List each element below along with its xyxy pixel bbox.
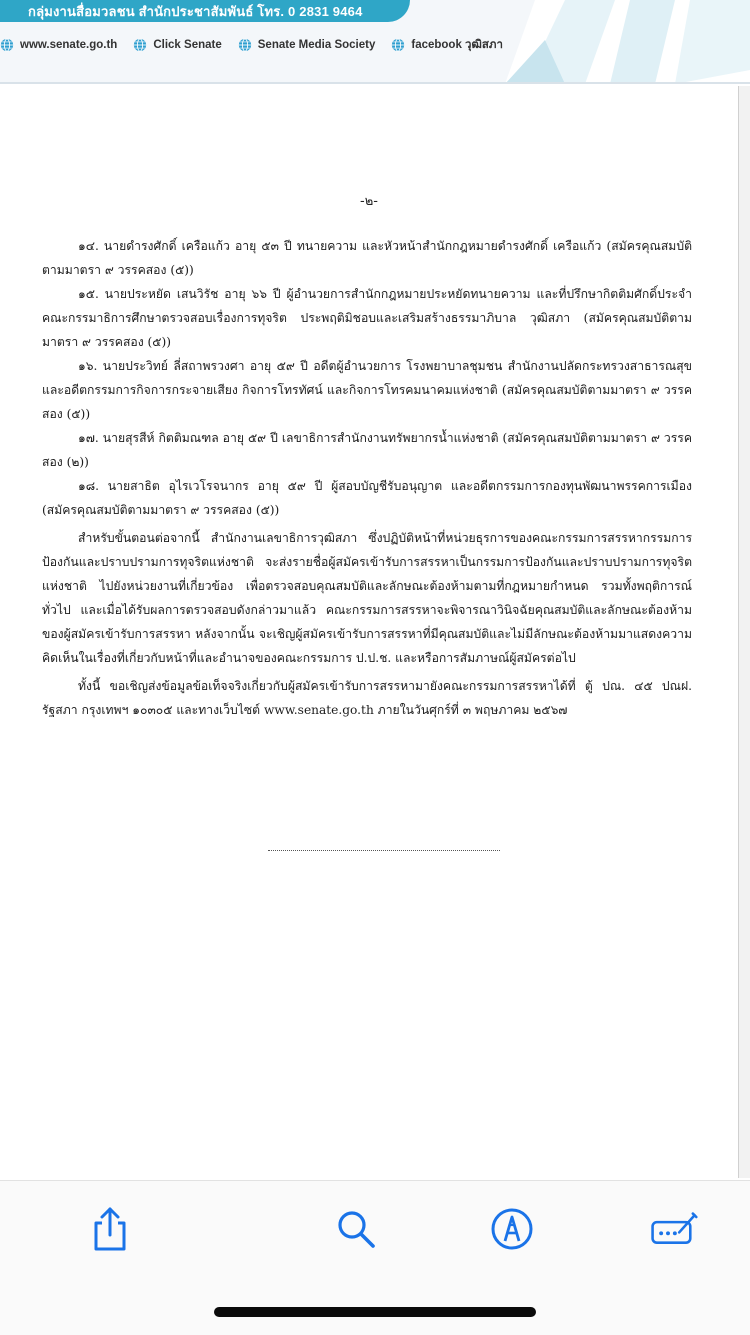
- banner-links: [0, 36, 519, 54]
- signature-icon: [650, 1207, 698, 1251]
- letterhead-banner: [0, 0, 750, 84]
- globe-icon: [133, 38, 147, 52]
- link-senate-media-society[interactable]: [238, 38, 376, 52]
- link-facebook-senate[interactable]: [391, 36, 503, 54]
- signature-button[interactable]: [650, 1205, 698, 1253]
- paragraph-16: ๑๖. นายประวิทย์ ลี่สถาพรวงศา อายุ ๕๙ ปี อดีตผู้อำนวยการ โรงพยาบาลชุมชน สำนักงานปลัดกระทรวงสาธารณสุข และอดีตกรรมการกิจการกระจายเสียง กิจการโทรทัศน์ และกิจการโทรคมนาคมแห่งชาติ (สมัครคุณสมบัติตามมาตรา ๙ วรรคสอง (๕)): [42, 359, 692, 421]
- paragraph-next-steps: สำหรับขั้นตอนต่อจากนี้ สำนักงานเลขาธิการวุฒิสภา ซึ่งปฏิบัติหน้าที่หน่วยธุรการของคณะกรรมการสรรหากรรมการป้องกันและปราบปรามการทุจริตแห่งชาติ จะส่งรายชื่อผู้สมัครเข้ารับการสรรหาเป็นกรรมการป้องกันและปราบปรามการทุจริตแห่งชาติ ไปยังหน่วยงานที่เกี่ยวข้อง เพื่อตรวจสอบคุณสมบัติและลักษณะต้องห้ามตามที่กฎหมายกำหนด รวมทั้งพฤติการณ์ทั่วไป และเมื่อได้รับผลการตรวจสอบดังกล่าวมาแล้ว คณะกรรมการสรรหาจะพิจารณาวินิจฉัยคุณสมบัติและลักษณะต้องห้ามของผู้สมัครเข้ารับการสรรหา หลังจากนั้น จะเชิญผู้สมัครเข้ารับการสรรหาที่มีคุณสมบัติและไม่มีลักษณะต้องห้ามมาแสดงความคิดเห็นในเรื่องที่เกี่ยวกับหน้าที่และอำนาจของคณะกรรมการ ป.ป.ช. และหรือการสัมภาษณ์ผู้สมัครต่อไป: [42, 531, 692, 665]
- document-body: [42, 234, 692, 722]
- search-button[interactable]: [332, 1205, 380, 1253]
- paragraph-15: ๑๕. นายประหยัด เสนวิรัช อายุ ๖๖ ปี ผู้อำนวยการสำนักกฎหมายประหยัดทนายความ และที่ปรึกษากิตติมศักดิ์ประจำคณะกรรมาธิการศึกษาตรวจสอบเรื่องการทุจริต ประพฤติมิชอบและเสริมสร้างธรรมาภิบาล วุฒิสภา (สมัครคุณสมบัติตามมาตรา ๙ วรรคสอง (๕)): [42, 287, 692, 349]
- share-button[interactable]: [86, 1205, 134, 1253]
- search-icon: [334, 1207, 378, 1251]
- paragraph-submission: ทั้งนี้ ขอเชิญส่งข้อมูลข้อเท็จจริงเกี่ยวกับผู้สมัครเข้ารับการสรรหามายังคณะกรรมการสรรหาได้ที่ ตู้ ปณ. ๔๕ ปณฝ. รัฐสภา กรุงเทพฯ ๑๐๓๐๕ และทางเว็บไซต์ www.senate.go.th ภายในวันศุกร์ที่ ๓ พฤษภาคม ๒๕๖๗: [42, 679, 692, 717]
- link-label: Senate Media Society: [257, 39, 376, 51]
- page-number: -๒-: [360, 194, 378, 209]
- paragraph-14: ๑๔. นายดำรงศักดิ์ เครือแก้ว อายุ ๕๓ ปี ทนายความ และหัวหน้าสำนักกฎหมายดำรงศักดิ์ เครือแก้ว (สมัครคุณสมบัติตามมาตรา ๙ วรรคสอง (๕)): [42, 239, 692, 277]
- paragraph-18: ๑๘. นายสาธิต อุไรเวโรจนากร อายุ ๕๙ ปี ผู้สอบบัญชีรับอนุญาต และอดีตกรรมการกองทุนพัฒนาพรรคการเมือง (สมัครคุณสมบัติตามมาตรา ๙ วรรคสอง (๕)): [42, 479, 692, 517]
- banner-divider: [0, 82, 750, 84]
- link-label: www.senate.go.th: [20, 39, 118, 51]
- globe-icon: [0, 38, 14, 52]
- markup-icon: [490, 1207, 534, 1251]
- globe-icon: [391, 38, 405, 52]
- paragraph-17: ๑๗. นายสุรสีห์ กิตติมณฑล อายุ ๕๙ ปี เลขาธิการสำนักงานทรัพยากรน้ำแห่งชาติ (สมัครคุณสมบัติตามมาตรา ๙ วรรคสอง (๒)): [42, 431, 692, 469]
- end-divider: [268, 850, 500, 851]
- share-icon: [88, 1205, 132, 1253]
- link-senate-website[interactable]: [0, 38, 117, 52]
- scrollbar-track[interactable]: [739, 86, 750, 1178]
- markup-button[interactable]: [488, 1205, 536, 1253]
- banner-decoration: [505, 0, 750, 84]
- link-click-senate[interactable]: [133, 38, 221, 52]
- link-label: facebook วุฒิสภา: [411, 39, 503, 51]
- globe-icon: [238, 38, 252, 52]
- banner-office-text: กลุ่มงานสื่อมวลชน สำนักประชาสัมพันธ์ โทร. 0 2831 9464: [28, 4, 363, 19]
- link-label: Click Senate: [153, 39, 222, 51]
- home-indicator[interactable]: [214, 1307, 536, 1317]
